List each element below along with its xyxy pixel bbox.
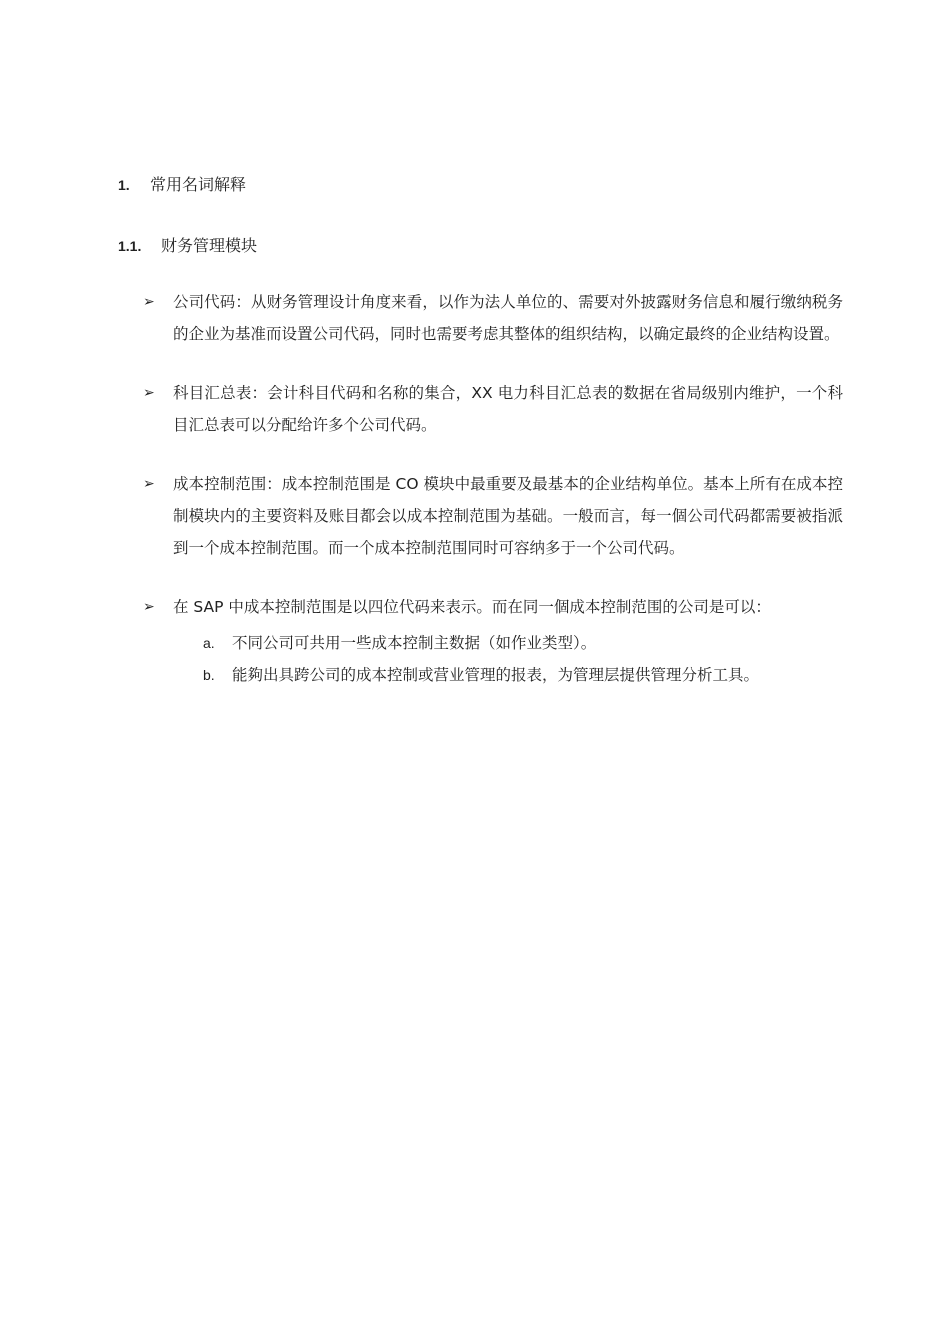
arrow-bullet-icon: ➢ — [143, 599, 155, 615]
arrow-bullet-icon: ➢ — [143, 385, 155, 401]
sub-list-item — [203, 659, 843, 691]
sub-item-text: 不同公司可共用一些成本控制主数据（如作业类型）。 — [232, 634, 597, 652]
subsection-title: 财务管理模块 — [161, 236, 258, 255]
sub-list — [203, 627, 843, 691]
sub-item-letter: b. — [203, 667, 215, 683]
sub-list-item — [203, 627, 843, 659]
section-title: 常用名词解释 — [150, 175, 247, 194]
bullet-text: 科目汇总表：会计科目代码和名称的集合，XX 电力科目汇总表的数据在省局级别内维护，一个科目汇总表可以分配给许多个公司代码。 — [173, 384, 843, 434]
section-heading — [118, 172, 246, 195]
subsection-number: 1.1. — [118, 238, 142, 254]
arrow-bullet-icon: ➢ — [143, 476, 155, 492]
bullet-text: 成本控制范围：成本控制范围是 CO 模块中最重要及最基本的企业结构单位。基本上所有在成本控制模块内的主要资料及账目都会以成本控制范围为基础。一般而言，每一個公司代码都需要被指派到一个成本控制范围。而一个成本控制范围同时可容纳多于一个公司代码。 — [173, 475, 843, 557]
bullet-item-controlling-area — [143, 468, 843, 564]
bullet-list — [143, 286, 843, 718]
subsection-heading — [118, 233, 257, 256]
section-number: 1. — [118, 177, 130, 193]
sub-item-text: 能夠出具跨公司的成本控制或营业管理的报表，为管理层提供管理分析工具。 — [232, 666, 760, 684]
arrow-bullet-icon: ➢ — [143, 294, 155, 310]
bullet-item-company-code — [143, 286, 843, 350]
bullet-text: 在 SAP 中成本控制范围是以四位代码来表示。而在同一個成本控制范围的公司是可以： — [173, 598, 771, 616]
bullet-text: 公司代码：从财务管理设计角度来看，以作为法人单位的、需要对外披露财务信息和履行缴纳税务的企业为基准而设置公司代码，同时也需要考虑其整体的组织结构，以确定最终的企业结构设置。 — [173, 293, 843, 343]
sub-item-letter: a. — [203, 635, 215, 651]
bullet-item-chart-of-accounts — [143, 377, 843, 441]
bullet-item-sap-controlling — [143, 591, 843, 691]
